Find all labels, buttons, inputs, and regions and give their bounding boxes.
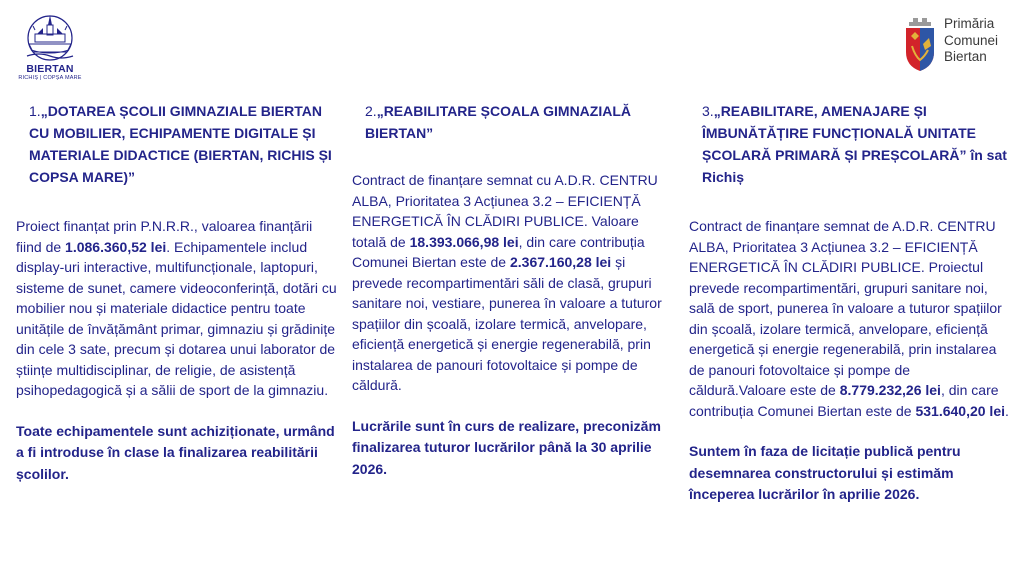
project-2-status: Lucrările sunt în curs de realizare, preconizăm finalizarea tuturor lucrărilor până la 30 aprilie 2026. [352, 417, 661, 477]
project-1-status: Toate echipamentele sunt achiziționate, urmând a fi introduse în clase la finalizarea reabilitării școlilor. [16, 422, 335, 482]
biertan-logo [18, 12, 82, 81]
project-1-title: 1.„DOTAREA ȘCOLII GIMNAZIALE BIERTAN CU MOBILIER, ECHIPAMENTE DIGITALE ȘI MATERIALE DIDACTICE (BIERTAN, RICHIS ȘI COPSA MARE)” [29, 103, 332, 185]
project-3 [689, 100, 1009, 506]
project-2-description: Contract de finanțare semnat cu A.D.R. CENTRU ALBA, Prioritatea 3 Acțiunea 3.2 – EFICIENȚĂ ENERGETICĂ ÎN CLĂDIRI PUBLICE. Valoare totală de 18.393.066,98 lei, din care contribuția Comunei Biertan este de 2.367.160,28 lei și prevede recompartimentări săli de clasă, grupuri sanitare noi, vestiare, punerea în valoare a tuturor spațiilor din școală, izolare termică, anvelopare, eficiență energetică și energie regenerabilă, prin instalarea de panouri fotovoltaice și pompe de căldură. [352, 172, 662, 393]
project-3-contribution: 531.640,20 lei [915, 402, 1005, 419]
project-3-description: Contract de finanțare semnat de A.D.R. CENTRU ALBA, Prioritatea 3 Acțiunea 3.2 – EFICIENȚĂ ENERGETICĂ ÎN CLĂDIRI PUBLICE. Proiectul prevede recompartimentări, grupuri sanitare noi, sală de sport, punerea în valoare a tuturor spațiilor din școală, izolare termică, anvelopare, eficiență energetică și energie regenerabilă, prin instalarea de panouri fotovoltaice și pompe de căldură.Valoare este de 8.779.232,26 lei, din care contribuția Comunei Biertan este de 531.640,20 lei. [689, 218, 1009, 419]
project-1-value: 1.086.360,52 lei [65, 238, 167, 255]
project-2-contribution: 2.367.160,28 lei [509, 254, 612, 270]
primaria-line-2: Comunei [944, 32, 999, 48]
logo-name: BIERTAN [26, 63, 74, 75]
project-2 [352, 100, 674, 480]
logo-subtitle: RICHIȘ | COPȘA MARE [18, 75, 82, 81]
primaria-line-3: Biertan [944, 49, 987, 64]
project-3-total-value: 8.779.232,26 lei [839, 382, 941, 398]
project-1-description: Proiect finanțat prin P.N.R.R., valoarea finanțării fiind de 1.086.360,52 lei. Echipamentele includ display-uri interactive, multifuncționale, laptopuri, sisteme de sunet, camere videoconferință, dotări cu mobilier nou și materiale didactice pentru toate unitățile de învățământ primar, gimnaziu și grădinițe din cele 3 sate, precum și dotarea unui laborator de științe multidisciplinar, de religie, de asistență psihopedagogică și a sălii de sport de la gimnaziu. [16, 218, 337, 398]
project-3-status: Suntem în faza de licitație publică pentru desemnarea constructorului și estimăm începerea lucrărilor în aprilie 2026. [689, 443, 961, 502]
primaria-line-1: Primăria [944, 16, 995, 31]
project-1 [16, 100, 338, 485]
coat-of-arms-icon [903, 16, 937, 72]
project-2-total-value: 18.393.066,98 lei [409, 233, 519, 250]
fortified-church-icon [21, 12, 79, 62]
project-3-title: 3.„REABILITARE, AMENAJARE ȘI ÎMBUNĂTĂȚIRE FUNCȚIONALĂ UNITATE ȘCOLARĂ PRIMARĂ ȘI PREȘCOLARĂ” în sat Richiș [702, 103, 1007, 185]
primaria-logo [903, 16, 998, 72]
project-2-title: 2.„REABILITARE ȘCOALA GIMNAZIALĂ BIERTAN” [365, 103, 632, 141]
